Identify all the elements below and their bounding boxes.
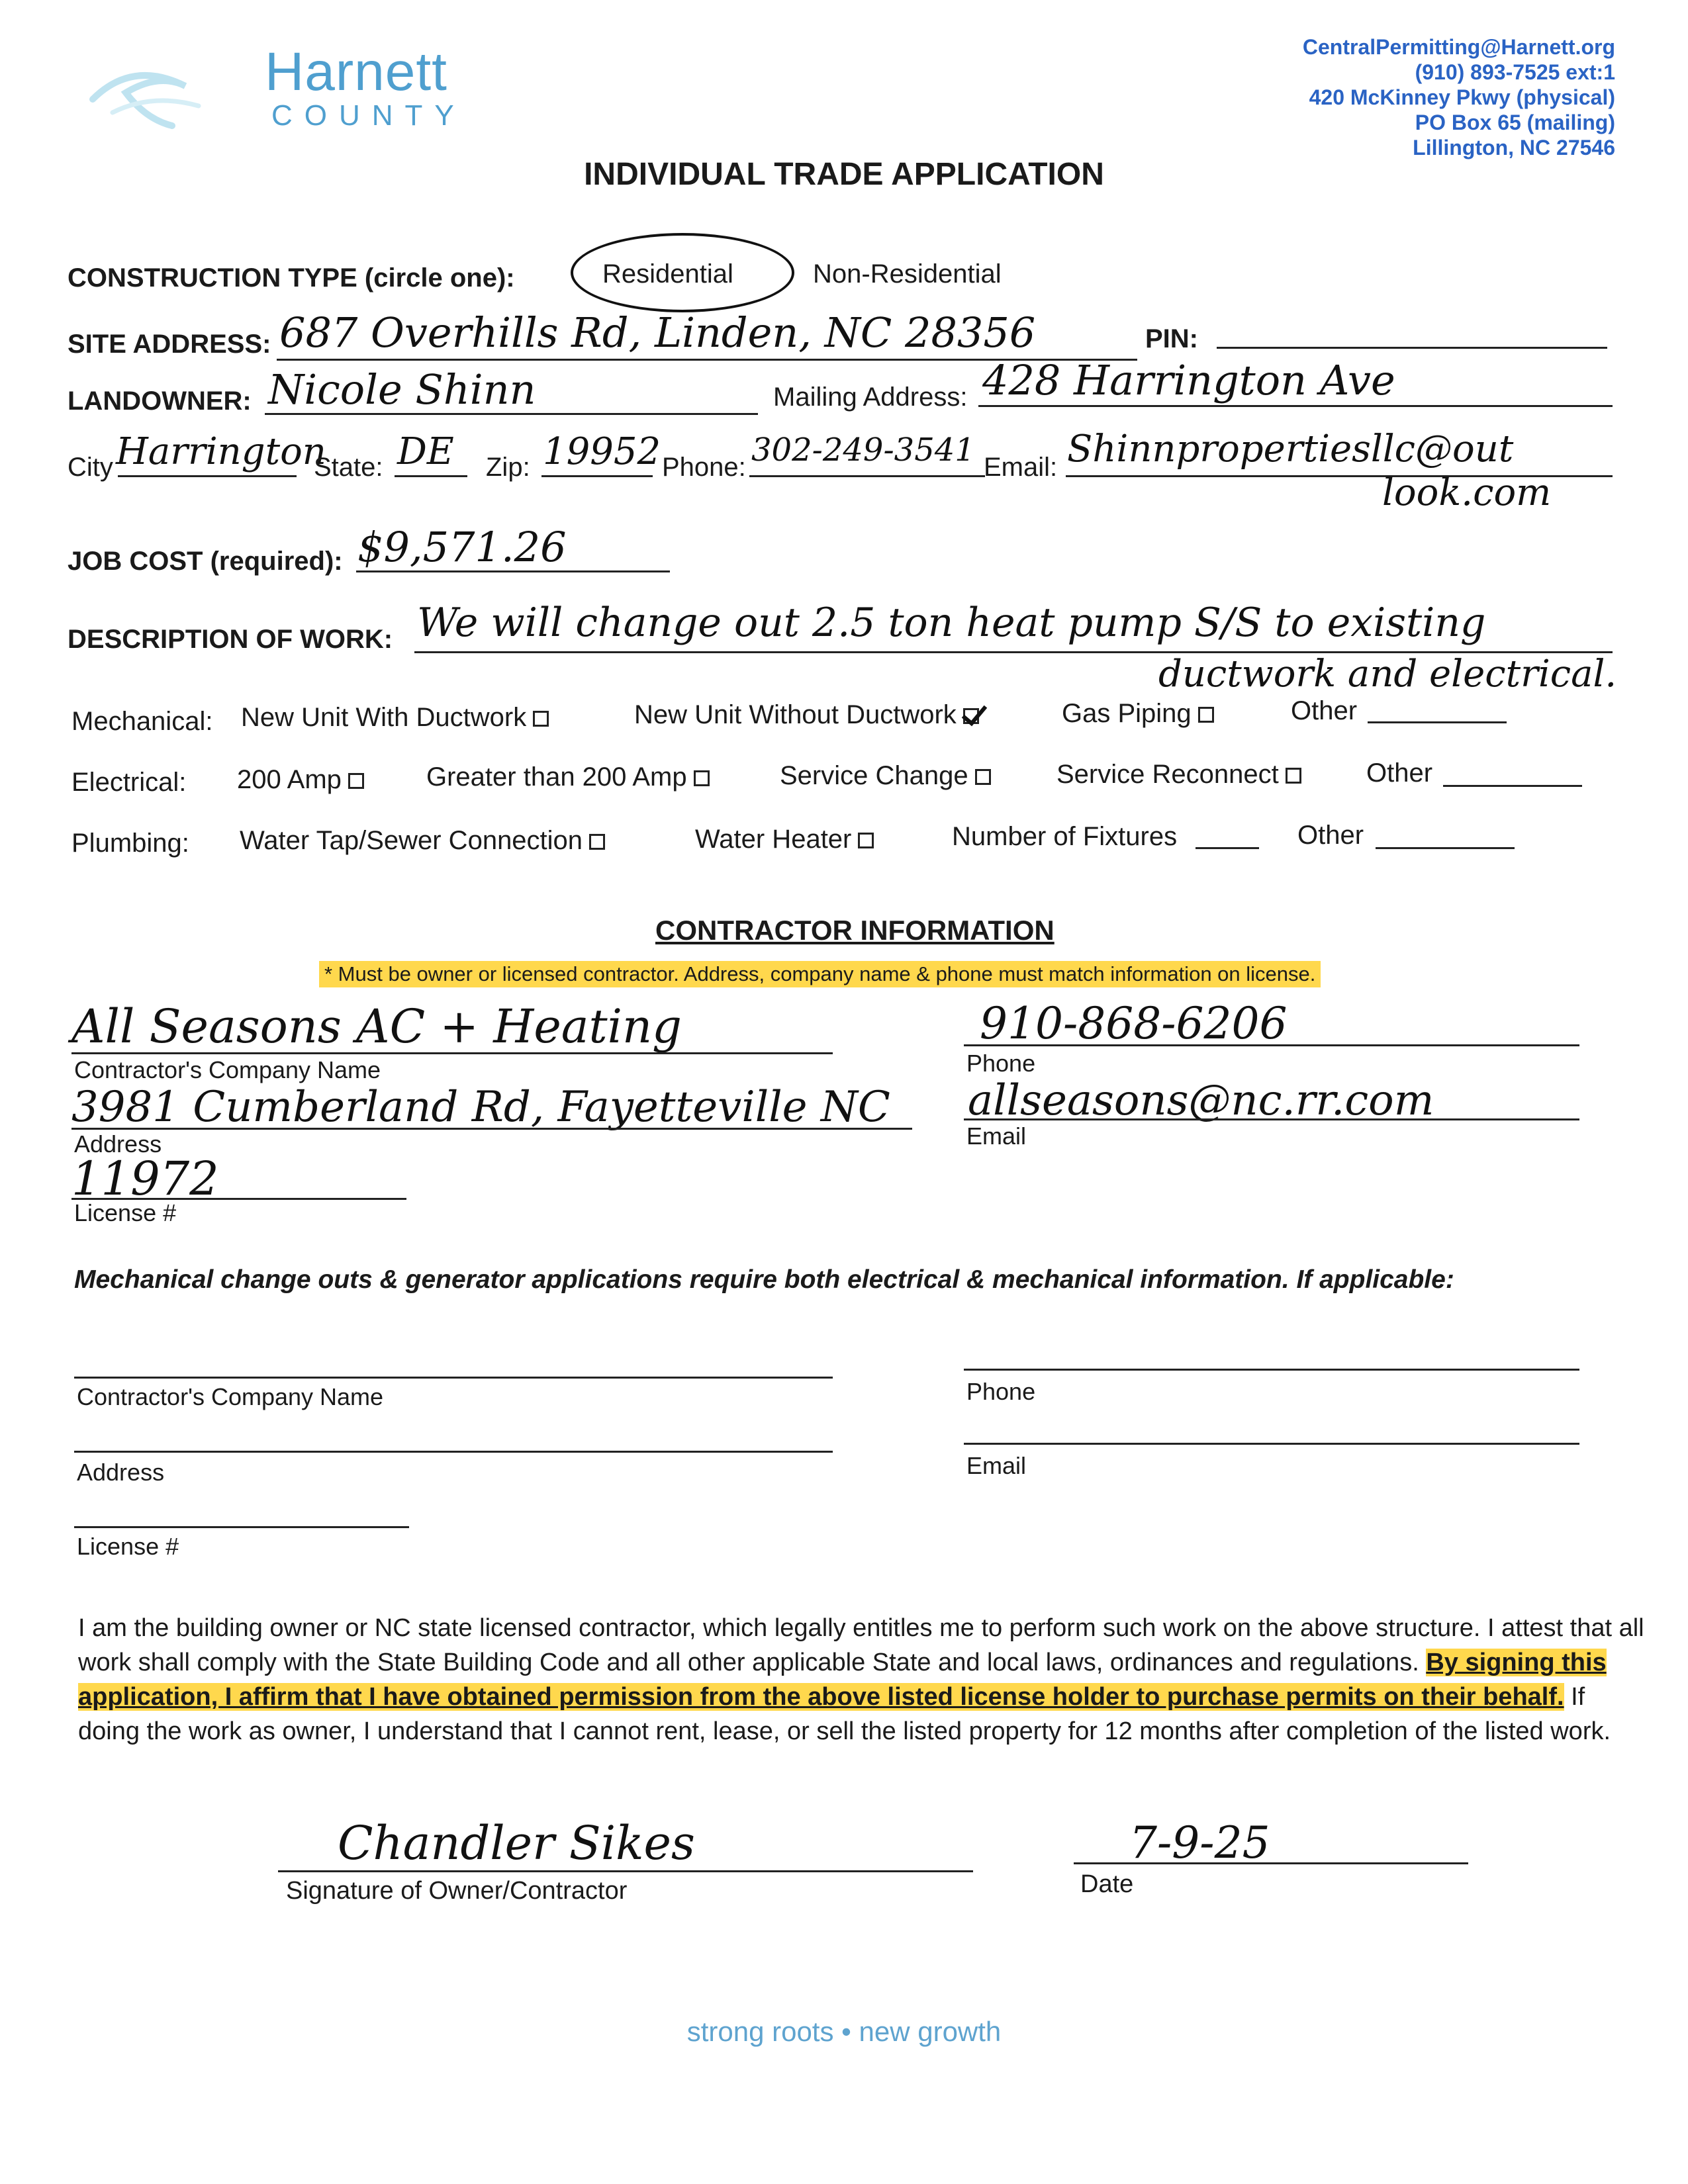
second-license-label: License #	[77, 1533, 179, 1560]
contractor-email-value[interactable]: allseasons@nc.rr.com	[968, 1076, 1434, 1125]
contractor-license-value[interactable]: 11972	[71, 1152, 219, 1206]
logo-swoosh-icon	[86, 46, 232, 139]
email-value-line2[interactable]: look.com	[1382, 471, 1552, 514]
checkbox-icon[interactable]	[1198, 707, 1214, 723]
electrical-label: Electrical:	[71, 768, 187, 797]
job-cost-label: JOB COST (required):	[68, 547, 343, 576]
contact-phone: (910) 893-7525 ext:1	[1415, 60, 1615, 84]
checkbox-icon[interactable]	[348, 773, 364, 789]
phone-label: Phone:	[662, 453, 746, 482]
elec-service-change-label: Service Change	[780, 761, 968, 790]
contractor-email-label: Email	[966, 1122, 1027, 1150]
elec-200-amp[interactable]	[237, 765, 364, 795]
affirmation-text-1: I am the building owner or NC state licensed contractor, which legally entitles me to perform such work on the above structure. I attest that all work shall comply with the State Building Code and all other applicable State and local laws, ordinances and regulations.	[78, 1614, 1644, 1676]
checkbox-icon[interactable]	[975, 769, 991, 785]
mech-new-with-ductwork[interactable]	[241, 703, 549, 733]
checkbox-icon[interactable]	[1286, 768, 1301, 784]
signature-label: Signature of Owner/Contractor	[286, 1877, 628, 1905]
elec-other-label: Other	[1366, 758, 1433, 788]
elec-service-reconnect-label: Service Reconnect	[1056, 760, 1279, 789]
email-label: Email:	[984, 453, 1058, 482]
second-contractor-note: Mechanical change outs & generator applications require both electrical & mechanical information. If applicable:	[74, 1265, 1454, 1294]
construction-type-label: CONSTRUCTION TYPE (circle one):	[68, 263, 515, 293]
job-cost-value[interactable]: $9,571.26	[357, 523, 567, 571]
landowner-name[interactable]: Nicole Shinn	[268, 365, 536, 414]
checkbox-checked-icon[interactable]	[963, 708, 979, 724]
state-value[interactable]: DE	[397, 430, 454, 473]
plumb-other-label: Other	[1297, 821, 1364, 850]
landowner-label: LANDOWNER:	[68, 387, 252, 416]
option-residential[interactable]: Residential	[602, 259, 733, 289]
date-label: Date	[1080, 1870, 1134, 1898]
option-non-residential[interactable]: Non-Residential	[813, 259, 1002, 289]
state-label: State:	[314, 453, 383, 482]
plumbing-label: Plumbing:	[71, 829, 189, 858]
contractor-company-value[interactable]: All Seasons AC + Heating	[71, 999, 682, 1054]
contractor-phone-value[interactable]: 910-868-6206	[980, 998, 1288, 1049]
contact-mailing: PO Box 65 (mailing)	[1415, 111, 1615, 134]
checkbox-icon[interactable]	[694, 770, 710, 786]
city-label: City	[68, 453, 113, 482]
plumb-water-tap-label: Water Tap/Sewer Connection	[240, 826, 583, 855]
zip-value[interactable]: 19952	[543, 430, 661, 473]
email-value-line1[interactable]: Shinnpropertiesllc@out	[1067, 428, 1514, 471]
mech-new-without-ductwork-label: New Unit Without Ductwork	[634, 700, 957, 729]
description-line1[interactable]: We will change out 2.5 ton heat pump S/S to existing	[417, 600, 1486, 646]
second-company-label: Contractor's Company Name	[77, 1383, 384, 1410]
second-address-label: Address	[77, 1459, 165, 1486]
signature-value[interactable]: Chandler Sikes	[338, 1816, 695, 1870]
contact-block	[1152, 34, 1615, 160]
checkbox-icon[interactable]	[589, 834, 605, 850]
contact-physical: 420 McKinney Pkwy (physical)	[1309, 85, 1615, 109]
elec-service-change[interactable]	[780, 761, 991, 791]
logo-name: Harnett	[265, 42, 447, 102]
mailing-address-label: Mailing Address:	[773, 383, 968, 412]
affirmation-text-2: If doing the work as owner, I understand that I cannot rent, lease, or sell the listed property for 12 months after completion of the listed work.	[78, 1683, 1611, 1745]
city-value[interactable]: Harrington	[116, 430, 326, 473]
mailing-address-value[interactable]: 428 Harrington Ave	[982, 356, 1395, 404]
zip-label: Zip:	[486, 453, 530, 482]
site-address-value[interactable]: 687 Overhills Rd, Linden, NC 28356	[279, 308, 1036, 357]
footer-tagline: strong roots • new growth	[686, 2016, 1002, 2047]
logo	[86, 40, 466, 139]
mech-new-with-ductwork-label: New Unit With Ductwork	[241, 703, 527, 732]
contact-email: CentralPermitting@Harnett.org	[1302, 35, 1615, 59]
elec-service-reconnect[interactable]	[1056, 760, 1301, 790]
elec-greater-200-amp-label: Greater than 200 Amp	[426, 762, 687, 792]
site-address-label: SITE ADDRESS:	[68, 330, 271, 359]
contractor-note: * Must be owner or licensed contractor. Address, company name & phone must match information on license.	[319, 961, 1321, 987]
phone-value[interactable]: 302-249-3541	[751, 432, 975, 469]
contractor-phone-label: Phone	[966, 1050, 1036, 1077]
date-value[interactable]: 7-9-25	[1129, 1817, 1270, 1868]
description-line2[interactable]: ductwork and electrical.	[1158, 653, 1617, 696]
contractor-company-label: Contractor's Company Name	[74, 1056, 381, 1083]
logo-county: COUNTY	[271, 99, 466, 132]
mech-new-without-ductwork[interactable]	[634, 700, 979, 730]
description-label: DESCRIPTION OF WORK:	[68, 625, 393, 654]
checkbox-icon[interactable]	[858, 833, 874, 848]
elec-greater-200-amp[interactable]	[426, 762, 710, 792]
second-email-label: Email	[966, 1452, 1027, 1479]
affirmation-highlight: By signing this application, I affirm that I have obtained permission from the above listed license holder to purchase permits on their behalf.	[78, 1649, 1607, 1711]
plumb-water-heater-label: Water Heater	[695, 825, 852, 854]
pin-label: PIN:	[1145, 324, 1198, 353]
page-title: INDIVIDUAL TRADE APPLICATION	[584, 157, 1104, 192]
mech-other-label: Other	[1291, 696, 1358, 725]
contractor-heading: CONTRACTOR INFORMATION	[655, 915, 1055, 946]
contractor-address-label: Address	[74, 1130, 162, 1158]
mech-gas-piping[interactable]	[1062, 699, 1214, 729]
mechanical-label: Mechanical:	[71, 707, 213, 736]
contractor-address-value[interactable]: 3981 Cumberland Rd, Fayetteville NC	[71, 1083, 890, 1132]
contact-city: Lillington, NC 27546	[1413, 136, 1615, 159]
plumb-water-heater[interactable]	[695, 825, 874, 854]
second-phone-label: Phone	[966, 1378, 1036, 1405]
plumb-water-tap[interactable]	[240, 826, 605, 856]
plumb-fixtures-label: Number of Fixtures	[952, 822, 1178, 851]
checkbox-icon[interactable]	[533, 711, 549, 727]
contractor-license-label: License #	[74, 1199, 177, 1226]
elec-200-amp-label: 200 Amp	[237, 765, 342, 794]
affirmation-paragraph	[78, 1611, 1647, 1749]
mech-gas-piping-label: Gas Piping	[1062, 699, 1192, 728]
